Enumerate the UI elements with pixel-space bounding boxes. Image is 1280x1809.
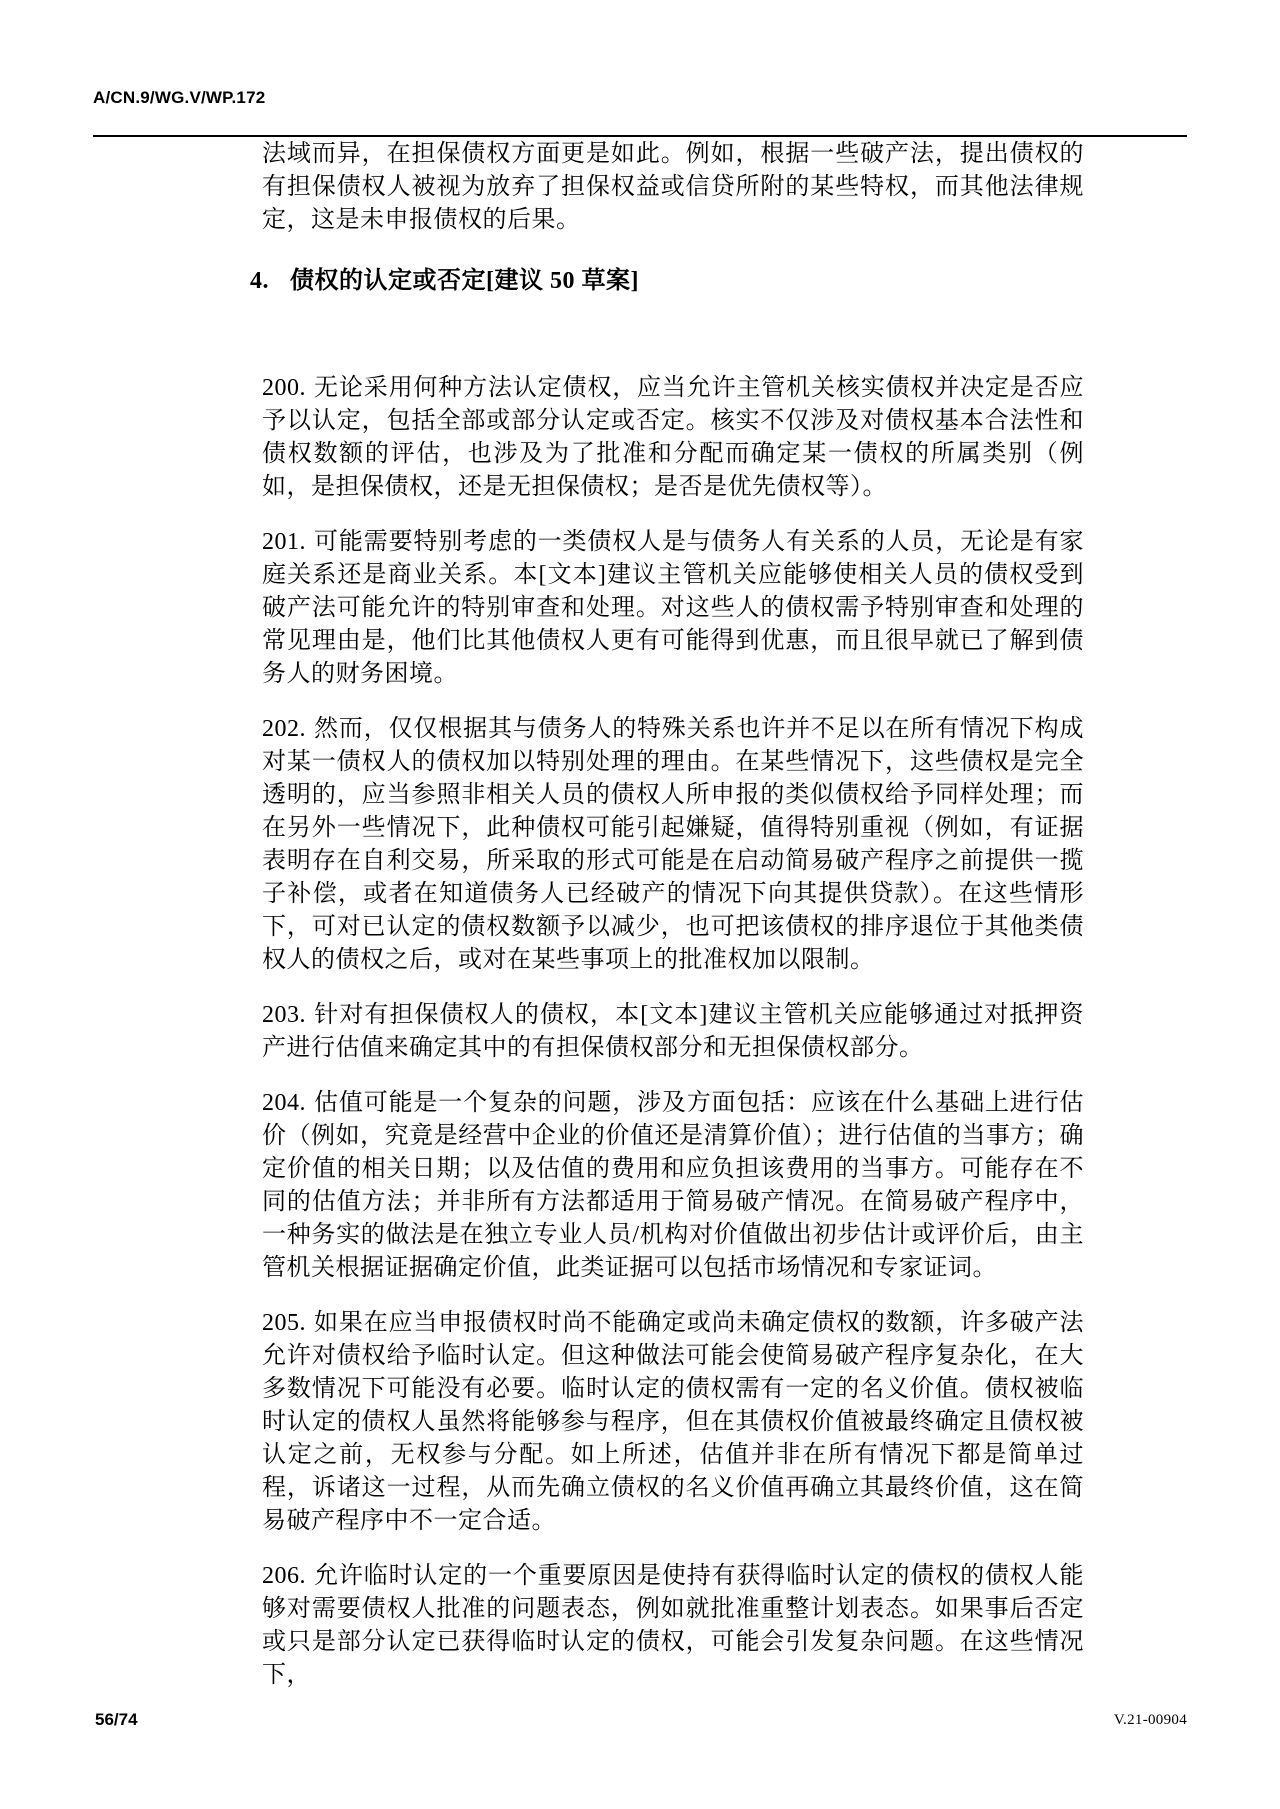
paragraph-number: 203.	[262, 1002, 306, 1028]
paragraph-number: 200.	[262, 375, 306, 401]
paragraph-204	[262, 1087, 1084, 1285]
footer-document-id: V.21-00904	[1113, 1712, 1187, 1728]
header-rule	[93, 135, 1187, 137]
paragraph-text: 允许临时认定的一个重要原因是使持有获得临时认定的债权的债权人能够对需要债权人批准的问题表态，例如就批准重整计划表态。如果事后否定或只是部分认定已获得临时认定的债权，可能会引发复杂问题。在这些情况下，	[262, 1563, 1084, 1688]
footer-page-number: 56/74	[95, 1710, 138, 1729]
paragraph-text: 然而，仅仅根据其与债务人的特殊关系也许并不足以在所有情况下构成对某一债权人的债权加以特别处理的理由。在某些情况下，这些债权是完全透明的，应当参照非相关人员的债权人所申报的类似债权给予同样处理；而在另外一些情况下，此种债权可能引起嫌疑，值得特别重视（例如，有证据表明存在自利交易，所采取的形式可能是在启动简易破产程序之前提供一揽子补偿，或者在知道债务人已经破产的情况下向其提供贷款）。在这些情形下，可对已认定的债权数额予以减少，也可把该债权的排序退位于其他类债权人的债权之后，或对在某些事项上的批准权加以限制。	[262, 716, 1084, 973]
paragraph-number: 205.	[262, 1310, 306, 1336]
document-symbol: A/CN.9/WG.V/WP.172	[93, 88, 266, 107]
paragraph-200	[262, 372, 1084, 504]
paragraph-number: 202.	[262, 716, 306, 742]
text-column	[250, 138, 1084, 1692]
paragraph-list	[262, 372, 1084, 1692]
paragraph-text: 估值可能是一个复杂的问题，涉及方面包括：应该在什么基础上进行估价（例如，究竟是经营中企业的价值还是清算价值）；进行估值的当事方；确定价值的相关日期；以及估值的费用和应负担该费用的当事方。可能存在不同的估值方法；并非所有方法都适用于简易破产情况。在简易破产程序中，一种务实的做法是在独立专业人员/机构对价值做出初步估计或评价后，由主管机关根据证据确定价值，此类证据可以包括市场情况和专家证词。	[262, 1090, 1084, 1281]
paragraph-number: 206.	[262, 1563, 306, 1589]
paragraph-text: 如果在应当申报债权时尚不能确定或尚未确定债权的数额，许多破产法允许对债权给予临时认定。但这种做法可能会使简易破产程序复杂化，在大多数情况下可能没有必要。临时认定的债权需有一定的名义价值。债权被临时认定的债权人虽然将能够参与程序，但在其债权价值被最终确定且债权被认定之前，无权参与分配。如上所述，估值并非在所有情况下都是简单过程，诉诸这一过程，从而先确立债权的名义价值再确立其最终价值，这在简易破产程序中不一定合适。	[262, 1310, 1084, 1534]
section-title: 债权的认定或否定[建议 50 草案]	[290, 268, 639, 294]
paragraph-201	[262, 526, 1084, 691]
paragraph-text: 可能需要特别考虑的一类债权人是与债务人有关系的人员，无论是有家庭关系还是商业关系。本[文本]建议主管机关应能够使相关人员的债权受到破产法可能允许的特别审查和处理。对这些人的债权需予特别审查和处理的常见理由是，他们比其他债权人更有可能得到优惠，而且很早就已了解到债务人的财务困境。	[262, 529, 1084, 687]
paragraph-206	[262, 1560, 1084, 1692]
section-number: 4.	[250, 268, 269, 294]
paragraph-203	[262, 999, 1084, 1065]
paragraph-text: 无论采用何种方法认定债权，应当允许主管机关核实债权并决定是否应予以认定，包括全部或部分认定或否定。核实不仅涉及对债权基本合法性和债权数额的评估，也涉及为了批准和分配而确定某一债权的所属类别（例如，是担保债权，还是无担保债权；是否是优先债权等）。	[262, 375, 1084, 500]
paragraph-205	[262, 1307, 1084, 1538]
paragraph-number: 204.	[262, 1090, 306, 1116]
paragraph-202	[262, 713, 1084, 977]
paragraph-text: 针对有担保债权人的债权，本[文本]建议主管机关应能够通过对抵押资产进行估值来确定其中的有担保债权部分和无担保债权部分。	[262, 1002, 1084, 1061]
paragraph-number: 201.	[262, 529, 306, 555]
section-heading	[250, 265, 1084, 298]
continuation-paragraph: 法域而异，在担保债权方面更是如此。例如，根据一些破产法，提出债权的有担保债权人被视为放弃了担保权益或信贷所附的某些特权，而其他法律规定，这是未申报债权的后果。	[262, 141, 1084, 233]
